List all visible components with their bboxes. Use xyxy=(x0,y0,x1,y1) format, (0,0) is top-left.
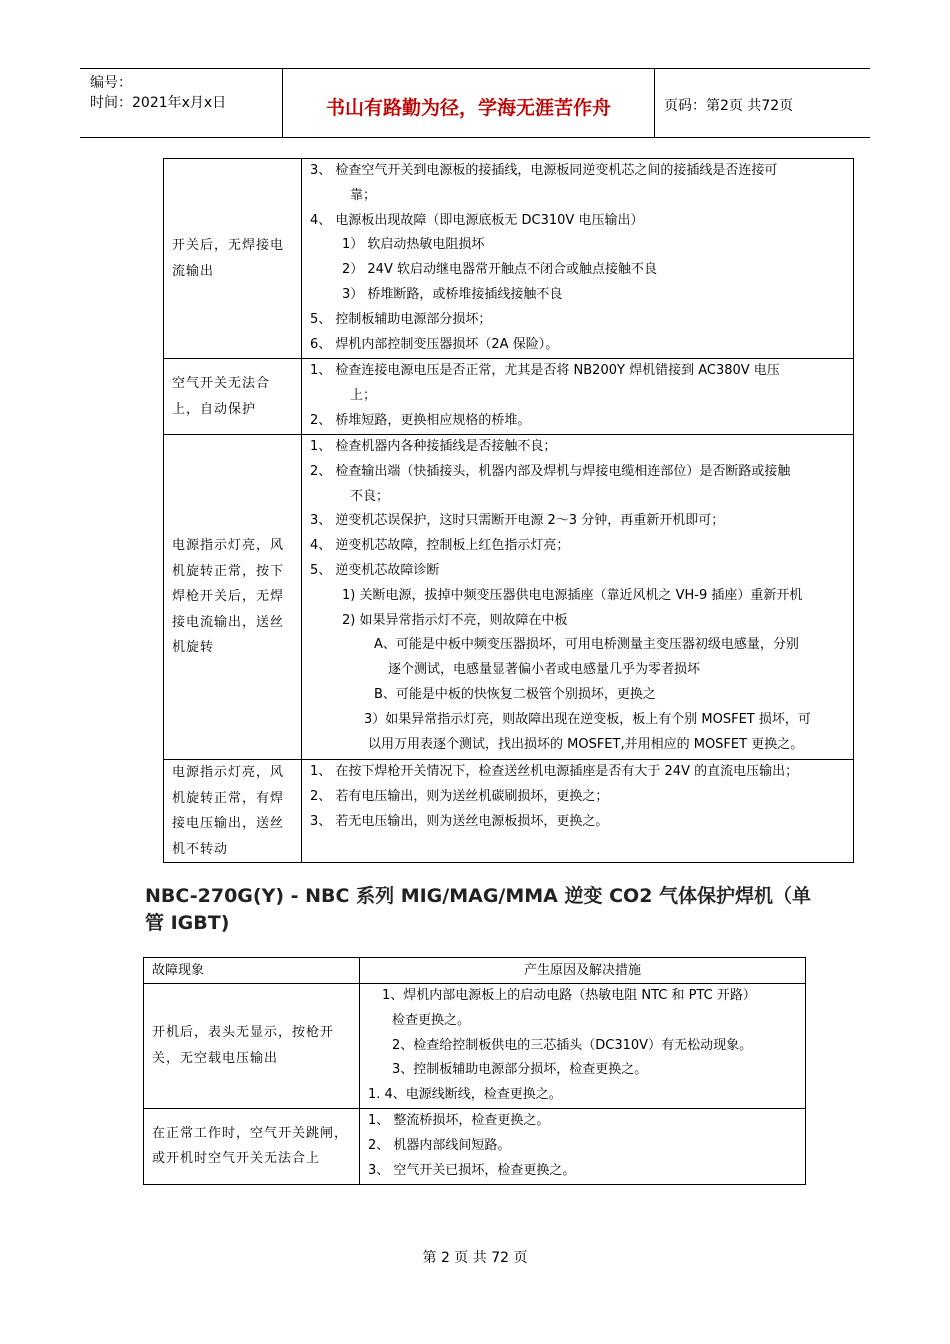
solution-line: 2、检查给控制板供电的三芯插头（DC310V）有无松动现象。 xyxy=(392,1037,753,1053)
solution-line: 逐个测试，电感量显著偏小者或电感量几乎为零者损坏 xyxy=(388,662,701,678)
header-motto: 书山有路勤为径，学海无涯苦作舟 xyxy=(325,97,611,119)
header-page-info: 页码：第2页 共72页 xyxy=(664,98,794,114)
solution-line: 1、 检查连接电源电压是否正常，尤其是否将 NB200Y 焊机错接到 AC380V 电压 xyxy=(310,363,780,378)
symptom-cell: 电源指示灯亮，风机旋转正常，有焊接电压输出，送丝机不转动 xyxy=(164,760,302,863)
solution-line: 2、 检查输出端（快插接头，机器内部及焊机与焊接电缆相连部位）是否断路或接触 xyxy=(310,463,791,479)
solution-line: 1、 检查机器内各种接插线是否接触不良； xyxy=(310,439,557,454)
solution-cell xyxy=(302,359,854,435)
page-header xyxy=(80,68,870,138)
doc-code-label: 编号： xyxy=(90,75,132,91)
solution-line: 2） 24V 软启动继电器常开触点不闭合或触点接触不良 xyxy=(342,262,657,278)
solution-line: 4、 电源板出现故障（即电源底板无 DC310V 电压输出） xyxy=(310,212,644,228)
solution-line: 1、焊机内部电源板上的启动电路（热敏电阻 NTC 和 PTC 开路） xyxy=(382,988,756,1003)
solution-line: 上； xyxy=(350,387,377,403)
solution-line: 1. 4、电源线断线，检查更换之。 xyxy=(368,1087,562,1103)
solution-line: B、可能是中板的快恢复二极管个别损坏，更换之 xyxy=(374,686,656,702)
solution-line: 1） 软启动热敏电阻损坏 xyxy=(342,237,485,253)
section-title: NBC-270G(Y) - NBC 系列 MIG/MAG/MMA 逆变 CO2 气体保护焊机（单管 IGBT) xyxy=(145,885,812,934)
symptom-cell: 在正常工作时，空气开关跳闸，或开机时空气开关无法合上 xyxy=(144,1108,360,1184)
solution-line: 4、 逆变机芯故障，控制板上红色指示灯亮； xyxy=(310,538,570,554)
column-header-symptom: 故障现象 xyxy=(144,958,360,984)
fault-table-2 xyxy=(143,957,806,1185)
table-row xyxy=(164,159,854,359)
solution-cell xyxy=(360,1108,806,1184)
solution-line: 2、 桥堆短路，更换相应规格的桥堆。 xyxy=(310,412,531,428)
solution-line: 2) 如果异常指示灯不亮，则故障在中板 xyxy=(342,612,568,628)
solution-line: 3、控制板辅助电源部分损坏，检查更换之。 xyxy=(392,1062,648,1078)
solution-cell xyxy=(360,984,806,1109)
solution-line: 3、 逆变机芯误保护，这时只需断开电源 2～3 分钟，再重新开机即可； xyxy=(310,513,725,529)
solution-cell xyxy=(302,760,854,863)
solution-line: A、可能是中板中频变压器损坏，可用电桥测量主变压器初级电感量，分别 xyxy=(374,637,799,653)
column-header-solution: 产生原因及解决措施 xyxy=(360,958,806,984)
solution-line: 靠； xyxy=(350,187,377,203)
table-header-row xyxy=(144,958,806,984)
solution-line: 1、 整流桥损坏，检查更换之。 xyxy=(368,1112,550,1128)
solution-line: 1、 在按下焊枪开关情况下，检查送丝机电源插座是否有大于 24V 的直流电压输出； xyxy=(310,764,799,779)
solution-cell xyxy=(302,159,854,359)
solution-cell xyxy=(302,435,854,760)
table-row xyxy=(164,760,854,863)
solution-line: 3） 桥堆断路，或桥堆接插线接触不良 xyxy=(342,286,563,302)
table-row xyxy=(144,984,806,1109)
solution-line: 3、 空气开关已损坏，检查更换之。 xyxy=(368,1162,576,1178)
header-page-cell xyxy=(655,69,870,137)
symptom-cell: 电源指示灯亮，风机旋转正常，按下焊枪开关后，无焊接电流输出，送丝机旋转 xyxy=(164,435,302,760)
solution-line: 5、 逆变机芯故障诊断 xyxy=(310,562,440,578)
solution-line: 6、 焊机内部控制变压器损坏（2A 保险）。 xyxy=(310,336,559,352)
solution-line: 检查更换之。 xyxy=(392,1012,471,1028)
page-footer: 第 2 页 共 72 页 xyxy=(422,1250,528,1266)
symptom-cell: 空气开关无法合上，自动保护 xyxy=(164,359,302,435)
solution-line: 2、 若有电压输出，则为送丝机碳刷损坏，更换之； xyxy=(310,788,609,804)
solution-line: 3）如果异常指示灯亮，则故障出现在逆变板，板上有个别 MOSFET 损坏，可 xyxy=(364,711,811,727)
table-row xyxy=(164,359,854,435)
doc-time-label: 时间：2021年x月x日 xyxy=(90,95,227,111)
solution-line: 3、 检查空气开关到电源板的接插线，电源板同逆变机芯之间的接插线是否连接可 xyxy=(310,163,778,178)
table-row xyxy=(164,435,854,760)
solution-line: 3、 若无电压输出，则为送丝电源板损坏，更换之。 xyxy=(310,813,609,829)
solution-line: 2、 机器内部线间短路。 xyxy=(368,1137,511,1153)
solution-line: 以用万用表逐个测试，找出损坏的 MOSFET,并用相应的 MOSFET 更换之。 xyxy=(368,736,804,752)
solution-line: 不良； xyxy=(350,488,390,504)
symptom-cell: 开机后，表头无显示，按枪开关，无空载电压输出 xyxy=(144,984,360,1109)
header-meta-cell xyxy=(80,69,283,137)
solution-line: 5、 控制板辅助电源部分损坏； xyxy=(310,311,492,327)
table-row xyxy=(144,1108,806,1184)
fault-table-1 xyxy=(163,158,854,863)
header-motto-cell xyxy=(283,69,655,137)
solution-line: 1) 关断电源，拔掉中频变压器供电电源插座（靠近风机之 VH-9 插座）重新开机 xyxy=(342,587,803,603)
symptom-cell: 开关后，无焊接电流输出 xyxy=(164,159,302,359)
